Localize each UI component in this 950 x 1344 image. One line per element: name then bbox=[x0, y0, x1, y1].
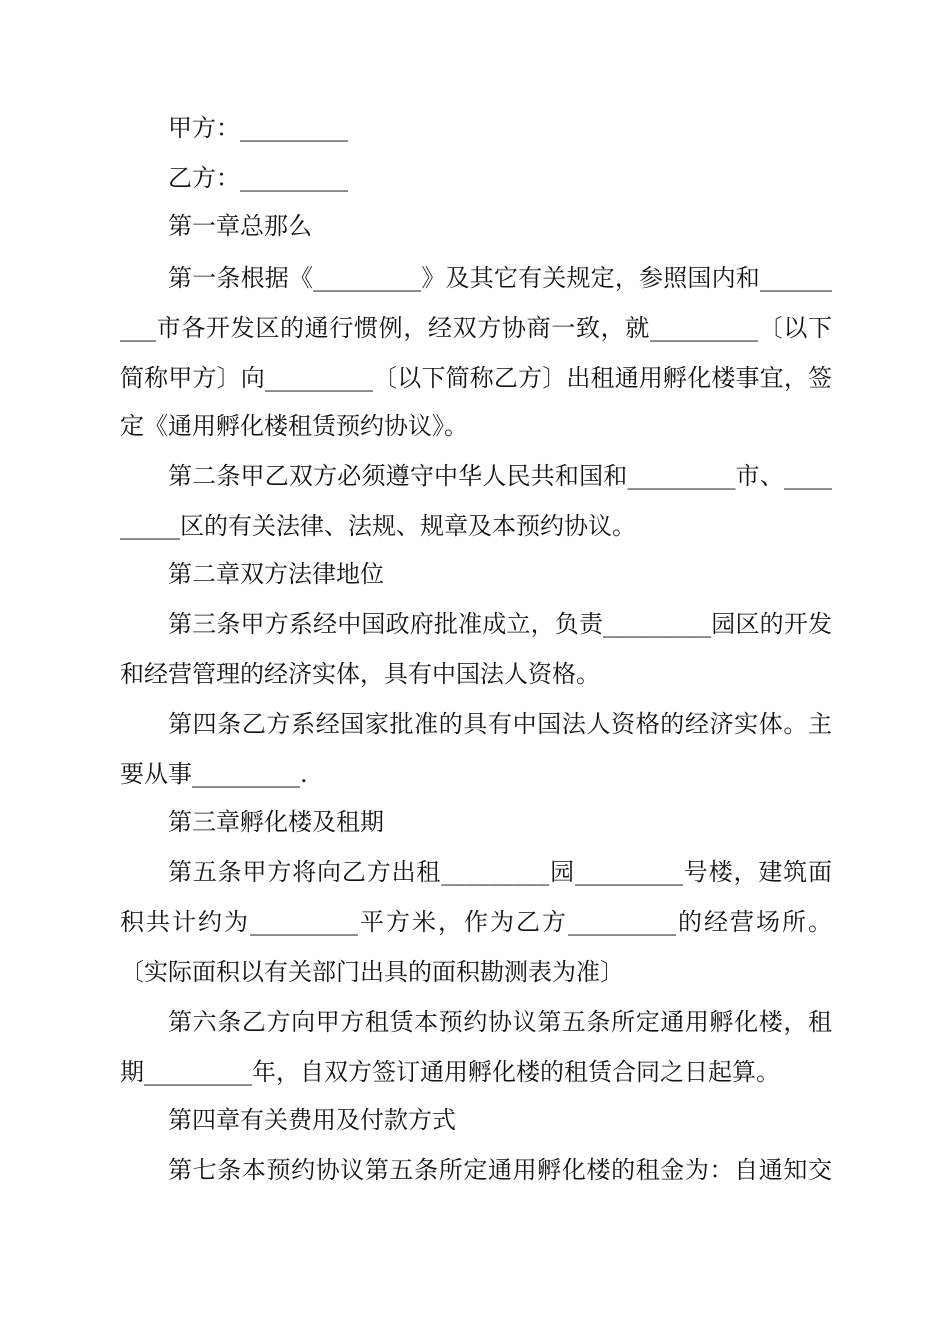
article-3-line-1: 第三条甲方系经中国政府批准成立，负责_________园区的开发 bbox=[168, 610, 832, 638]
article-4-line-2: 要从事_________. bbox=[120, 760, 308, 788]
chapter-4-heading: 第四章有关费用及付款方式 bbox=[168, 1106, 456, 1134]
article-4-line-1: 第四条乙方系经国家批准的具有中国法人资格的经济实体。主 bbox=[168, 710, 832, 738]
chapter-2-heading: 第二章双方法律地位 bbox=[168, 560, 384, 588]
party-a-line: 甲方：_________ bbox=[168, 114, 348, 142]
article-5-line-2: 积共计约为_________平方米，作为乙方_________的经营场所。 bbox=[120, 908, 832, 936]
article-2-line-2: _____区的有关法律、法规、规章及本预约协议。 bbox=[120, 512, 636, 540]
article-1-line-3: 简称甲方〕向_________〔以下简称乙方〕出租通用孵化楼事宜，签 bbox=[120, 364, 832, 392]
article-5-line-1: 第五条甲方将向乙方出租_________园_________号楼，建筑面 bbox=[168, 858, 832, 886]
article-5-line-3: 〔实际面积以有关部门出具的面积勘测表为准〕 bbox=[120, 958, 624, 986]
article-3-line-2: 和经营管理的经济实体，具有中国法人资格。 bbox=[120, 660, 600, 688]
article-1-line-4: 定《通用孵化楼租赁预约协议》。 bbox=[120, 412, 468, 440]
chapter-1-heading: 第一章总那么 bbox=[168, 212, 312, 240]
chapter-3-heading: 第三章孵化楼及租期 bbox=[168, 808, 384, 836]
article-6-line-1: 第六条乙方向甲方租赁本预约协议第五条所定通用孵化楼，租 bbox=[168, 1008, 832, 1036]
party-b-line: 乙方：_________ bbox=[168, 164, 348, 192]
article-6-line-2: 期_________年，自双方签订通用孵化楼的租赁合同之日起算。 bbox=[120, 1058, 780, 1086]
article-7-line-1: 第七条本预约协议第五条所定通用孵化楼的租金为：自通知交 bbox=[168, 1156, 832, 1184]
article-2-line-1: 第二条甲乙双方必须遵守中华人民共和国和_________市、____ bbox=[168, 462, 832, 490]
article-1-line-2: ___市各开发区的通行惯例，经双方协商一致，就_________〔以下 bbox=[120, 314, 832, 342]
article-1-line-1: 第一条根据《_________》及其它有关规定，参照国内和______ bbox=[168, 264, 832, 292]
